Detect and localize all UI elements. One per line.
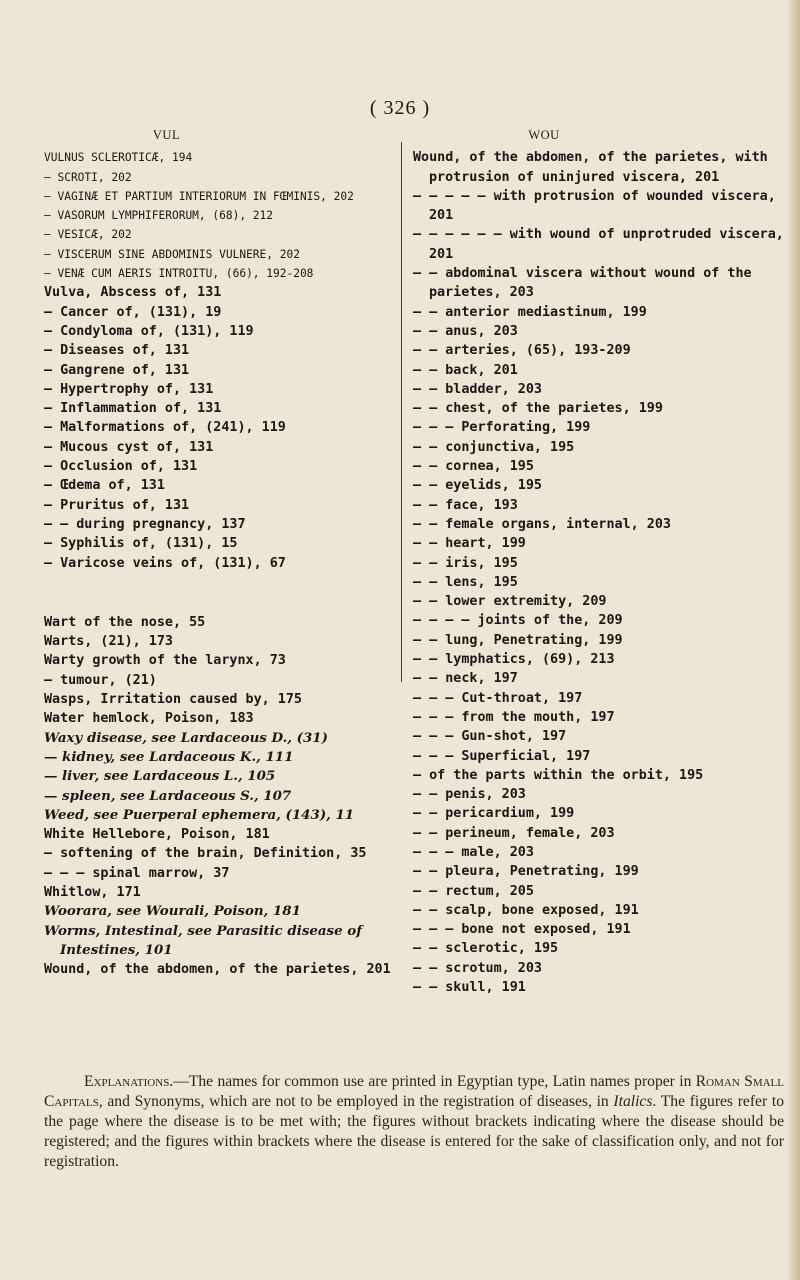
index-entry: — — penis, 203 (413, 787, 526, 803)
index-entry: — Varicose veins of, (131), 67 (44, 555, 286, 571)
index-entry: — tumour, (21) (44, 672, 157, 688)
index-entry: — Pruritus of, 131 (44, 497, 190, 513)
index-entry: — SCROTI, 202 (44, 170, 132, 184)
index-entry: — VISCERUM SINE ABDOMINIS VULNERE, 202 (44, 247, 300, 261)
index-entry: — Gangrene of, 131 (44, 362, 190, 378)
index-entry: — — — — — with protrusion of wounded viscera, 201 (413, 188, 776, 224)
index-entry: Worms, Intestinal, see Parasitic disease of Intestines, 101 (44, 922, 362, 958)
index-entry: — — — Superficial, 197 (413, 748, 591, 764)
index-entry: — — perineum, female, 203 (413, 825, 615, 841)
index-entry: — — conjunctiva, 195 (413, 439, 575, 455)
right-column-header: WOU (528, 128, 560, 142)
column-divider (401, 142, 402, 682)
index-entry: — — lower extremity, 209 (413, 594, 607, 610)
index-entry: — — scrotum, 203 (413, 960, 542, 976)
index-entry: — Œdema of, 131 (44, 478, 165, 494)
explanations-italics: Italics (613, 1093, 653, 1110)
index-entry: — kidney, see Lardaceous K., 111 (44, 748, 294, 765)
index-entry: Warty growth of the larynx, 73 (44, 653, 286, 669)
explanations-paragraph (44, 1072, 784, 1172)
index-entry: — VAGINÆ ET PARTIUM INTERIORUM IN FŒMINIS, 202 (44, 189, 354, 203)
index-entry: — — neck, 197 (413, 671, 518, 687)
left-column (44, 126, 394, 979)
index-entry: — — lens, 195 (413, 574, 518, 590)
left-column-header: VUL (152, 128, 181, 142)
index-entry: Water hemlock, Poison, 183 (44, 711, 254, 727)
index-entry: — — — spinal marrow, 37 (44, 865, 230, 881)
index-entry: — — — bone not exposed, 191 (413, 922, 631, 938)
index-entry: Warts, (21), 173 (44, 634, 173, 650)
index-entry: Wound, of the abdomen, of the parietes, with protrusion of uninjured viscera, 201 (413, 150, 768, 185)
index-entry: — Mucous cyst of, 131 (44, 439, 214, 455)
index-entry: — — — — joints of the, 209 (413, 613, 623, 629)
index-entry: — — anus, 203 (413, 323, 518, 339)
page-edge-shadow (786, 0, 800, 1280)
index-entry: — — — Cut-throat, 197 (413, 690, 583, 706)
index-entry: White Hellebore, Poison, 181 (44, 827, 270, 843)
explanations-text-1: —The names for common use are printed in Egyptian type, Latin names proper in (173, 1073, 696, 1090)
index-entry: Waxy disease, see Lardaceous D., (31) (44, 729, 328, 746)
index-entry: Vulva, Abscess of, 131 (44, 285, 222, 301)
index-entry: — VENÆ CUM AERIS INTROITU, (66), 192-208 (44, 267, 314, 281)
index-entry: — — female organs, internal, 203 (413, 516, 671, 532)
index-entry: — Malformations of, (241), 119 (44, 420, 286, 436)
index-entry: Weed, see Puerperal ephemera, (143), 11 (44, 806, 355, 823)
index-entry: — — sclerotic, 195 (413, 941, 559, 957)
index-entry: — — — — — — with wound of unprotruded viscera, 201 (413, 227, 784, 262)
index-entry: — Inflammation of, 131 (44, 401, 222, 417)
index-entry: Wasps, Irritation caused by, 175 (44, 692, 302, 708)
section-gap (44, 573, 394, 613)
explanations-label: Explanations. (84, 1073, 174, 1090)
index-entry: — — chest, of the parietes, 199 (413, 401, 663, 417)
index-entry: — Syphilis of, (131), 15 (44, 536, 238, 552)
index-entry: — Diseases of, 131 (44, 343, 190, 359)
left-entries-wart-wound (44, 613, 394, 980)
index-entry: — — pericardium, 199 (413, 806, 575, 822)
index-entry: — — eyelids, 195 (413, 478, 542, 494)
index-entry: Wound, of the abdomen, of the parietes, 201 (44, 962, 391, 978)
page-number: ( 326 ) (369, 97, 431, 119)
left-entries-vulnus-vulva (44, 148, 394, 573)
index-entry: — VESICÆ, 202 (44, 228, 132, 242)
index-entry: — — cornea, 195 (413, 459, 534, 475)
index-entry: — Hypertrophy of, 131 (44, 381, 214, 397)
explanations-roman-small-capitals: Roman Small Capitals (44, 1073, 784, 1110)
index-entry: — — bladder, 203 (413, 381, 542, 397)
index-entry: — — pleura, Penetrating, 199 (413, 864, 639, 880)
index-entry: — Cancer of, (131), 19 (44, 304, 222, 320)
index-entry: — — lymphatics, (69), 213 (413, 652, 615, 668)
index-entry: — VASORUM LYMPHIFERORUM, (68), 212 (44, 209, 274, 223)
index-entry: — — — Perforating, 199 (413, 420, 591, 436)
index-entry: — — abdominal viscera without wound of the parietes, 203 (413, 266, 752, 301)
index-entry: — — — from the mouth, 197 (413, 709, 615, 725)
index-entry: Wart of the nose, 55 (44, 614, 206, 630)
index-entry: — — face, 193 (413, 497, 518, 513)
explanations-text-3: . The figures refer to the page where the disease is to be met with; the figures without brackets indicating where the disease should be registered; and the figures within brackets where the disease is entered for the sake of classification only, and not for registration. (44, 1093, 784, 1170)
index-entry: — liver, see Lardaceous L., 105 (44, 768, 276, 785)
index-entry: — softening of the brain, Definition, 35 (44, 846, 367, 862)
right-entries-wound (413, 148, 800, 997)
index-entry: VULNUS SCLEROTICÆ, 194 (44, 151, 193, 165)
index-entry: — — during pregnancy, 137 (44, 516, 246, 532)
index-entry: — — anterior mediastinum, 199 (413, 304, 647, 320)
index-entry: — — — male, 203 (413, 844, 534, 860)
index-entry: — — — Gun-shot, 197 (413, 729, 567, 745)
index-entry: Whitlow, 171 (44, 884, 141, 900)
index-entry: — — arteries, (65), 193-209 (413, 343, 631, 359)
index-entry: — spleen, see Lardaceous S., 107 (44, 787, 292, 804)
index-entry: — — heart, 199 (413, 536, 526, 552)
index-entry: — — back, 201 (413, 362, 518, 378)
index-entry: — — skull, 191 (413, 980, 526, 996)
index-entry: Woorara, see Wourali, Poison, 181 (44, 903, 301, 920)
index-entry: — Condyloma of, (131), 119 (44, 323, 254, 339)
index-entry: — — iris, 195 (413, 555, 518, 571)
index-entry: — — rectum, 205 (413, 883, 534, 899)
right-column (413, 126, 800, 997)
index-entry: — Occlusion of, 131 (44, 459, 198, 475)
index-entry: — of the parts within the orbit, 195 (413, 767, 704, 783)
index-entry: — — lung, Penetrating, 199 (413, 632, 623, 648)
explanations-text-2: , and Synonyms, which are not to be employed in the registration of diseases, in (98, 1093, 614, 1110)
index-entry: — — scalp, bone exposed, 191 (413, 902, 639, 918)
